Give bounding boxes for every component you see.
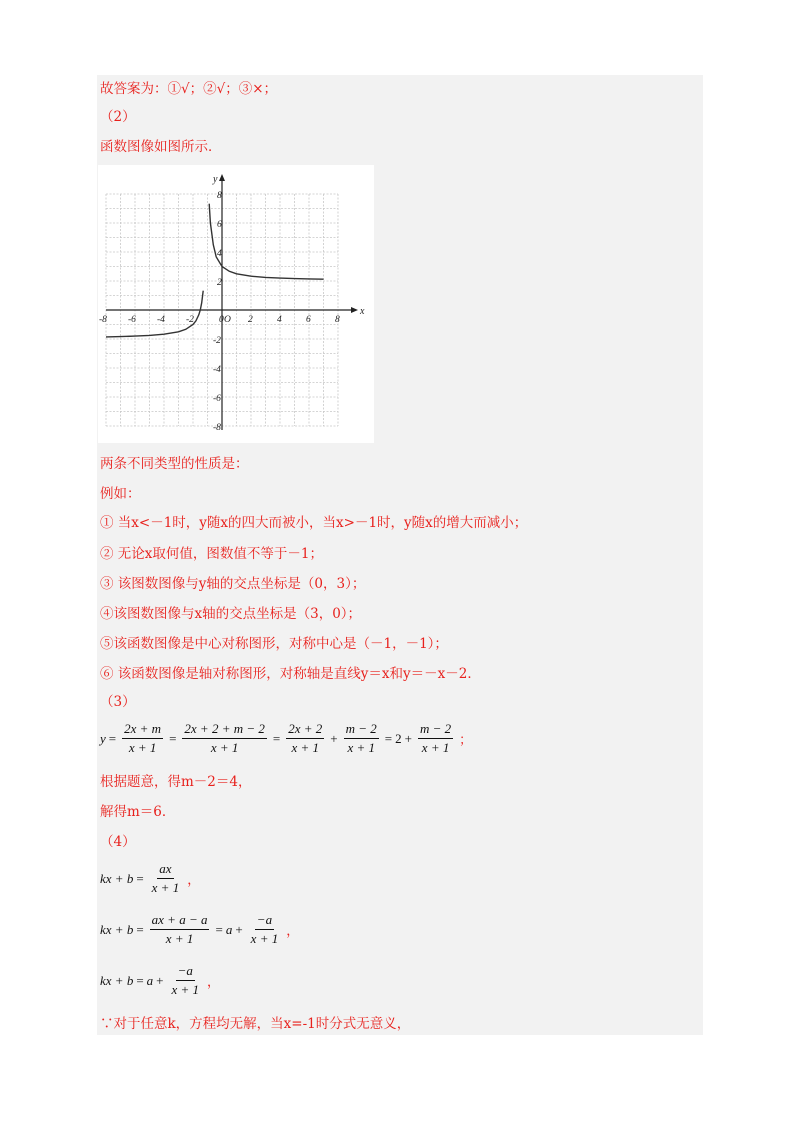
- fraction-5: [418, 722, 453, 755]
- plus-sign: +: [404, 730, 412, 746]
- equals-sign: =: [136, 972, 144, 988]
- variable-a: a: [146, 972, 154, 988]
- fraction-5-numerator: m − 2: [418, 722, 453, 739]
- fraction-2: [182, 722, 266, 755]
- y-tick-label: 6: [217, 220, 222, 230]
- fraction-4a: [150, 862, 182, 895]
- equals-sign: =: [108, 730, 117, 746]
- equals-sign: =: [384, 730, 393, 746]
- fraction-3-numerator: 2x + 2: [286, 722, 324, 739]
- formula-lhs: kx + b: [100, 972, 134, 988]
- part-2-label: （2）: [100, 109, 136, 125]
- fraction-1-denominator: x + 1: [128, 740, 157, 755]
- since-line: ∵对于任意k，方程均无解，当x=-1时分式无意义，: [100, 1016, 411, 1032]
- formula-tail: ，: [286, 923, 300, 938]
- part-3-label: （3）: [100, 694, 136, 710]
- fraction-4-numerator: m − 2: [344, 722, 379, 739]
- fraction-1: [122, 722, 163, 755]
- fraction-3: [286, 722, 324, 755]
- x-tick-label: -6: [128, 315, 136, 325]
- fraction-4a-numerator: ax: [157, 862, 173, 879]
- y-tick-label: -2: [213, 336, 221, 346]
- y-tick-label: -4: [213, 365, 221, 375]
- fraction-4b-1: [150, 913, 210, 946]
- properties-title: 两条不同类型的性质是：: [100, 456, 249, 472]
- x-axis-arrow: [351, 307, 358, 313]
- fraction-4b-2: [249, 913, 281, 946]
- y-tick-label: -8: [213, 423, 221, 433]
- fraction-4c-numerator: −a: [176, 964, 195, 981]
- y-tick-label: -6: [213, 394, 221, 404]
- y-tick-label: 4: [217, 249, 222, 259]
- by-question-line: 根据题意，得m－2＝4，: [100, 774, 252, 790]
- constant-two: 2: [395, 730, 402, 746]
- x-tick-label: 0: [219, 315, 224, 325]
- fraction-4-denominator: x + 1: [347, 740, 375, 755]
- equals-sign: =: [136, 870, 144, 886]
- fraction-4b-1-numerator: ax + a − a: [150, 913, 210, 930]
- fraction-2-numerator: 2x + 2 + m − 2: [182, 722, 266, 739]
- curve-branch-2: [209, 204, 323, 280]
- y-tick-label: 2: [217, 278, 222, 288]
- x-tick-label: 6: [306, 315, 311, 325]
- property-1: ① 当x<－1时，y随x的四大而被小，当x>－1时，y随x的增大而减小；: [100, 515, 528, 531]
- plus-sign: +: [330, 730, 338, 746]
- x-tick-label: -2: [186, 315, 194, 325]
- equals-sign: =: [136, 921, 144, 937]
- x-tick-label: -8: [99, 315, 107, 325]
- x-tick-label: -4: [157, 315, 165, 325]
- property-6: ⑥ 该函数图像是轴对称图形，对称轴是直线y＝x和y＝－x－2．: [100, 666, 481, 682]
- equals-sign: =: [272, 730, 281, 746]
- x-tick-label: 2: [248, 315, 253, 325]
- fraction-2-denominator: x + 1: [210, 740, 239, 755]
- formula-part4-b: [100, 913, 299, 946]
- solve-line: 解得m＝6．: [100, 804, 176, 820]
- answer-line: 故答案为：①√；②√；③×；: [100, 81, 278, 97]
- formula-lhs: kx + b: [100, 921, 134, 937]
- y-tick-label: 8: [217, 191, 222, 201]
- fraction-4c: [170, 964, 202, 997]
- graph-svg: [98, 165, 374, 443]
- x-tick-label: 4: [277, 315, 282, 325]
- fraction-3-denominator: x + 1: [291, 740, 320, 755]
- property-2: ② 无论x取何值，图数值不等于－1；: [100, 546, 323, 562]
- origin-label: O: [224, 315, 231, 325]
- formula-part3: [100, 722, 472, 755]
- formula-tail: ，: [207, 974, 221, 989]
- variable-a: a: [225, 921, 233, 937]
- fraction-4c-denominator: x + 1: [171, 982, 200, 997]
- x-tick-label: 8: [335, 315, 340, 325]
- property-5: ⑤该函数图像是中心对称图形，对称中心是（－1，－1）；: [100, 636, 448, 652]
- fraction-4b-2-denominator: x + 1: [250, 931, 279, 946]
- formula-tail: ，: [187, 872, 201, 887]
- plus-sign: +: [156, 972, 164, 988]
- formula-part4-c: [100, 964, 220, 997]
- equals-sign: =: [169, 730, 177, 746]
- fraction-4b-1-denominator: x + 1: [165, 931, 194, 946]
- formula-y: y: [100, 730, 106, 746]
- property-4: ④该图数图像与x轴的交点坐标是（3，0）；: [100, 606, 362, 622]
- formula-part4-a: [100, 862, 200, 895]
- formula-lhs: kx + b: [100, 870, 134, 886]
- example-label: 例如：: [100, 486, 141, 502]
- fraction-1-numerator: 2x + m: [122, 722, 163, 739]
- function-graph: [98, 165, 374, 443]
- equals-sign: =: [215, 921, 223, 937]
- fraction-4b-2-numerator: −a: [255, 913, 274, 930]
- y-axis-arrow: [219, 174, 225, 181]
- y-axis-label: y: [213, 174, 218, 185]
- fraction-4a-denominator: x + 1: [151, 880, 180, 895]
- fraction-4: [344, 722, 379, 755]
- formula-tail: ；: [459, 732, 473, 747]
- property-3: ③ 该图数图像与y轴的交点坐标是（0，3）；: [100, 576, 366, 592]
- fraction-5-denominator: x + 1: [421, 740, 450, 755]
- graph-intro: 函数图像如图所示．: [100, 139, 222, 155]
- plus-sign: +: [235, 921, 243, 937]
- x-axis-label: x: [360, 306, 365, 317]
- part-4-label: （4）: [100, 834, 136, 850]
